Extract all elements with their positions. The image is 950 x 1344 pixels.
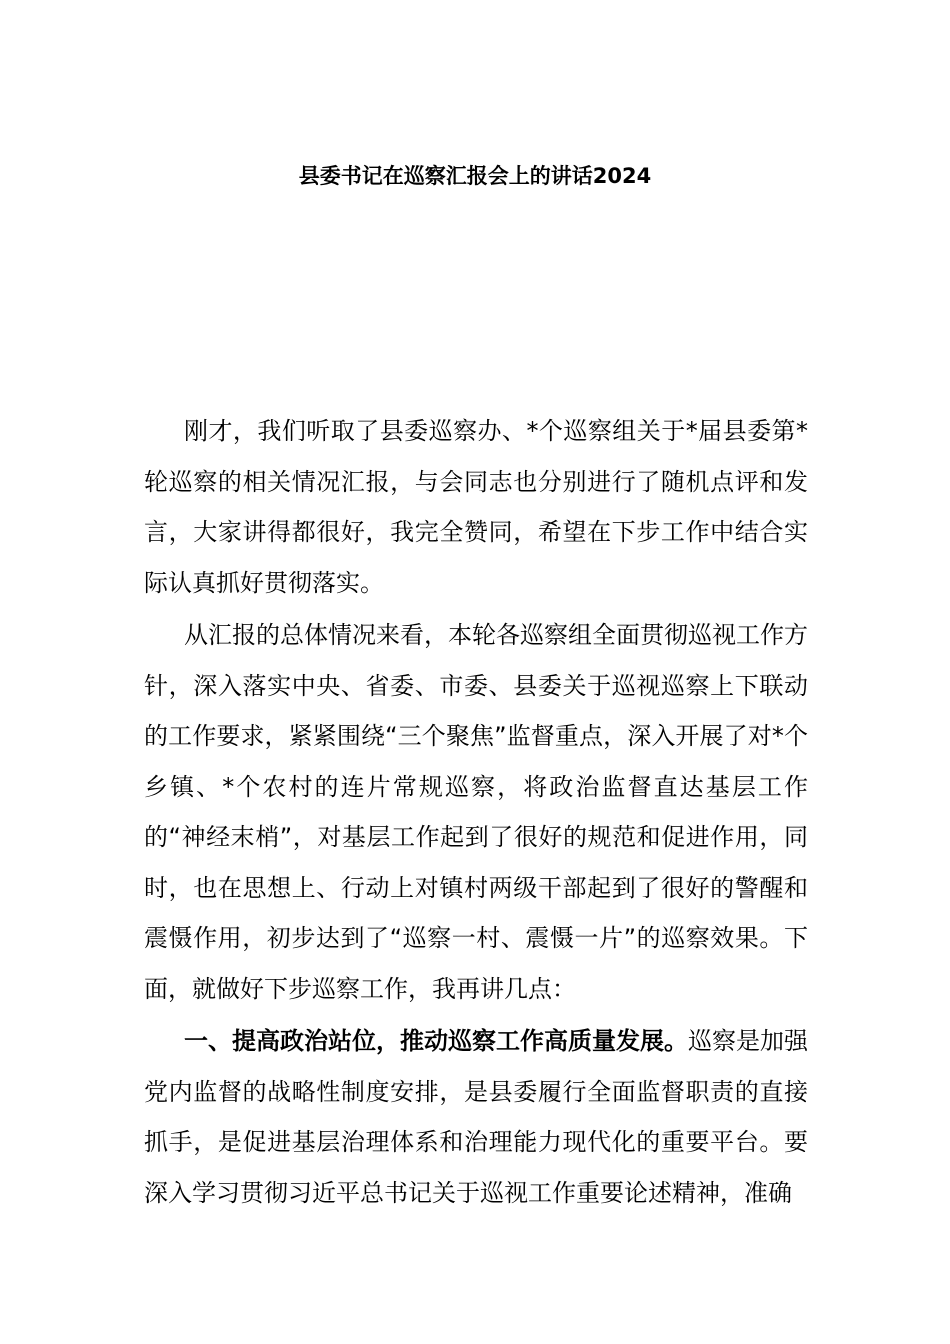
page-title: 县委书记在巡察汇报会上的讲话2024 (298, 164, 652, 188)
document-body (144, 406, 808, 1220)
paragraph-intro: 刚才，我们听取了县委巡察办、*个巡察组关于*届县委第*轮巡察的相关情况汇报，与会同志也分别进行了随机点评和发言，大家讲得都很好，我完全赞同，希望在下步工作中结合实际认真抓好贯彻落实。 (144, 417, 808, 597)
section-heading: 一、提高政治站位，推动巡察工作高质量发展。 (184, 1027, 688, 1055)
paragraph-point-one-text: 巡察是加强党内监督的战略性制度安排，是县委履行全面监督职责的直接抓手，是促进基层治理体系和治理能力现代化的重要平台。要深入学习贯彻习近平总书记关于巡视工作重要论述精神，准确 (144, 1027, 808, 1207)
paragraph-summary: 从汇报的总体情况来看，本轮各巡察组全面贯彻巡视工作方针，深入落实中央、省委、市委、县委关于巡视巡察上下联动的工作要求，紧紧围绕“三个聚焦”监督重点，深入开展了对*个乡镇、*个农村的连片常规巡察，将政治监督直达基层工作的“神经末梢”，对基层工作起到了很好的规范和促进作用，同时，也在思想上、行动上对镇村两级干部起到了很好的警醒和震慑作用，初步达到了“巡察一村、震慑一片”的巡察效果。下面，就做好下步巡察工作，我再讲几点： (144, 621, 808, 1003)
paragraph-point-one (144, 1016, 808, 1218)
